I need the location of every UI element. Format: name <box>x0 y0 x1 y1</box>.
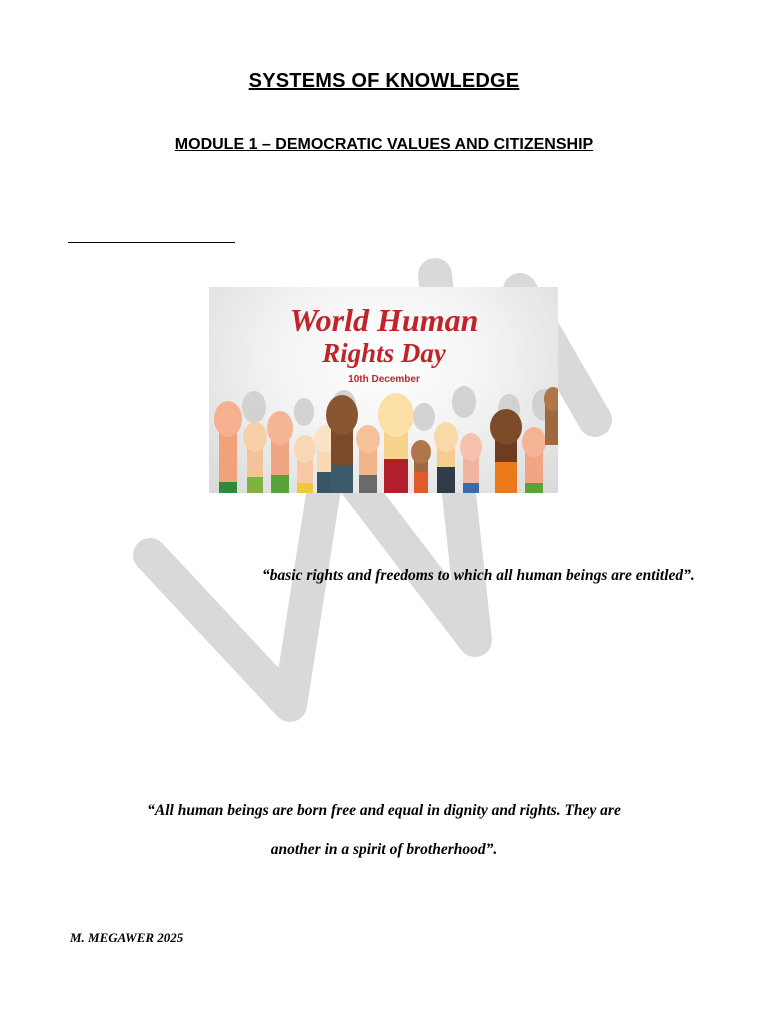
human-rights-day-banner <box>209 287 558 493</box>
banner-heading-line1: World Human <box>289 302 479 338</box>
document-title: SYSTEMS OF KNOWLEDGE <box>248 70 520 92</box>
blank-underline <box>68 242 235 243</box>
declaration-quote-line2: another in a spirit of brotherhood”. <box>270 841 498 858</box>
banner-date: 10th December <box>348 374 420 385</box>
footer-author: M. MEGAWER 2025 <box>70 930 184 945</box>
definition-quote: “basic rights and freedoms to which all human beings are entitled”. <box>262 567 695 584</box>
module-title: MODULE 1 – DEMOCRATIC VALUES AND CITIZENSHIP <box>174 136 594 153</box>
declaration-quote-line1: “All human beings are born free and equal in dignity and rights. They are <box>147 802 621 819</box>
banner-heading-line2: Rights Day <box>322 338 446 368</box>
